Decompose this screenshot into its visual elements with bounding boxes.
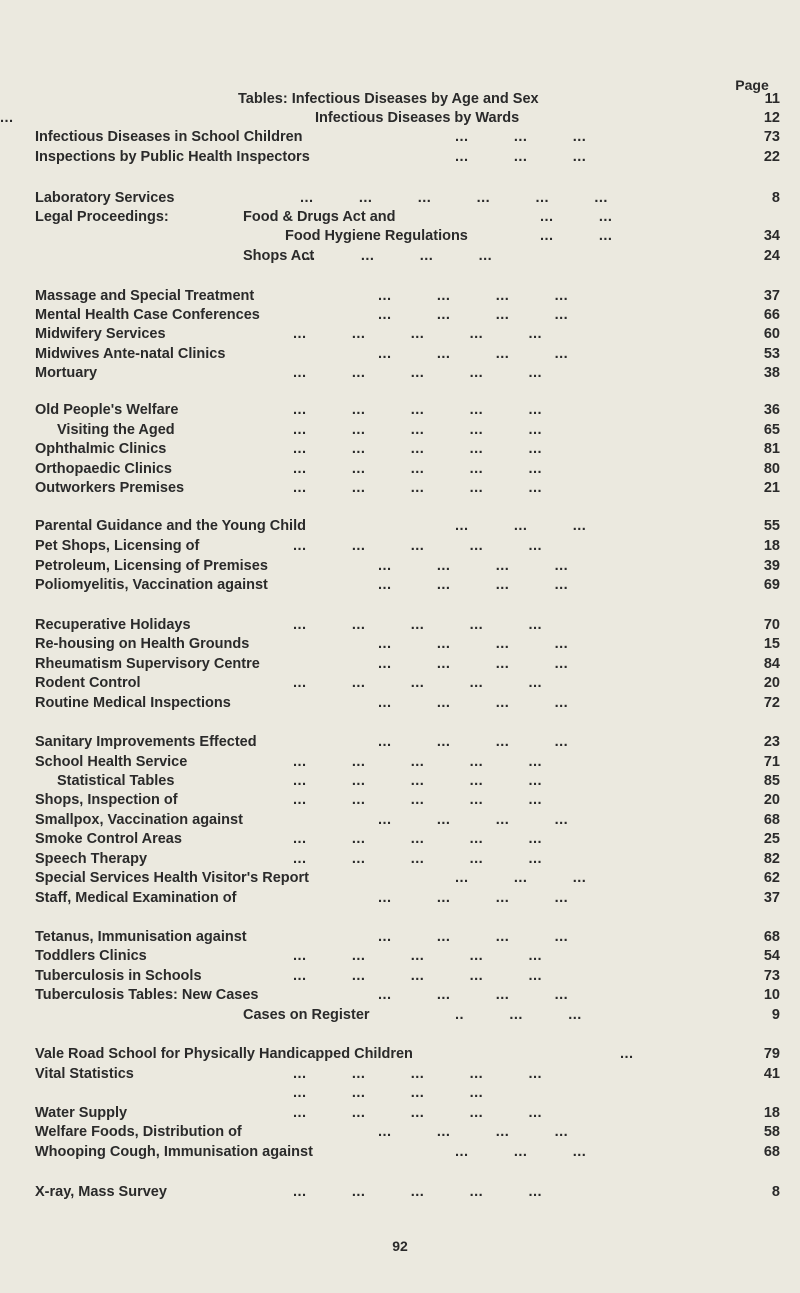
leader-dots: ... ... ... ... <box>378 346 569 362</box>
entry-label: School Health Service <box>35 754 188 770</box>
entry-label: Parental Guidance and the Young Child <box>35 518 306 534</box>
index-entry <box>0 536 800 556</box>
index-entry <box>0 459 800 479</box>
index-entry <box>0 634 800 654</box>
leader-dots: ... ... ... ... <box>378 307 569 323</box>
entry-label: Old People's Welfare <box>35 402 179 418</box>
leader-dots: ... ... ... ... ... <box>293 968 543 984</box>
index-entry <box>0 400 800 420</box>
index-entry <box>0 849 800 869</box>
leader-dots: ... ... ... ... <box>378 656 569 672</box>
index-entry <box>0 985 800 1005</box>
entry-label: Toddlers Clinics <box>35 948 147 964</box>
entry-page-number: 68 <box>763 929 780 945</box>
entry-page-number: 23 <box>763 734 780 750</box>
leader-dots: ... ... ... <box>455 129 587 145</box>
entry-label: Tables: Infectious Diseases by Age and Sex <box>238 91 539 107</box>
index-entry <box>0 868 800 888</box>
leader-dots: ... ... ... ... ... <box>293 754 543 770</box>
leader-dots: ... ... ... ... <box>378 577 569 593</box>
entry-label: Tuberculosis Tables: New Cases <box>35 987 259 1003</box>
index-entry <box>0 790 800 810</box>
index-entry <box>0 286 800 306</box>
leader-dots: ... ... ... <box>455 149 587 165</box>
index-entry <box>0 439 800 459</box>
index-entry <box>0 226 800 246</box>
index-entry <box>0 752 800 772</box>
leader-dots: ... ... ... ... ... <box>293 365 543 381</box>
index-entry <box>0 966 800 986</box>
page-column-header: Page <box>735 77 769 93</box>
entry-page-number: 53 <box>763 346 780 362</box>
index-entry <box>0 188 800 208</box>
entry-label: Tuberculosis in Schools <box>35 968 202 984</box>
leader-dots: ... ... ... ... <box>378 812 569 828</box>
entry-label: Laboratory Services <box>35 190 175 206</box>
index-entry <box>0 478 800 498</box>
leader-dots: ... ... <box>540 209 613 225</box>
leader-dots: ... ... ... <box>455 1144 587 1160</box>
leader-dots: ... ... ... ... ... <box>293 480 543 496</box>
entry-label: Special Services Health Visitor's Report <box>35 870 309 886</box>
leader-dots: ... ... ... ... <box>293 1085 484 1101</box>
entry-page-number: 8 <box>771 1184 780 1200</box>
entry-page-number: 73 <box>763 968 780 984</box>
index-entry <box>0 1083 800 1103</box>
leader-dots: ... ... ... ... <box>302 248 493 264</box>
entry-page-number: 66 <box>763 307 780 323</box>
entry-label: Midwives Ante-natal Clinics <box>35 346 226 362</box>
page-number-footer: 92 <box>392 1238 408 1254</box>
entry-page-number: 84 <box>763 656 780 672</box>
entry-page-number: 11 <box>764 91 780 107</box>
entry-label: Rodent Control <box>35 675 141 691</box>
index-entry <box>0 615 800 635</box>
leader-dots: ... ... ... ... <box>378 1124 569 1140</box>
entry-page-number: 79 <box>763 1046 780 1062</box>
entry-page-number: 60 <box>763 326 780 342</box>
entry-label: Petroleum, Licensing of Premises <box>35 558 268 574</box>
index-entry <box>0 927 800 947</box>
index-entry <box>0 127 800 147</box>
entry-label: Midwifery Services <box>35 326 166 342</box>
leader-dots: ... ... ... ... ... <box>293 1184 543 1200</box>
entry-page-number: 8 <box>771 190 780 206</box>
entry-page-number: 55 <box>763 518 780 534</box>
leader-dots: ... ... ... ... ... <box>293 538 543 554</box>
leader-dots: ... ... ... ... ... <box>293 326 543 342</box>
entry-page-number: 10 <box>763 987 780 1003</box>
entry-page-number: 21 <box>763 480 780 496</box>
index-entry <box>0 89 800 109</box>
entry-label: Inspections by Public Health Inspectors <box>35 149 310 165</box>
entry-page-number: 54 <box>763 948 780 964</box>
entry-label: Visiting the Aged <box>57 422 175 438</box>
entry-page-number: 65 <box>763 422 780 438</box>
entry-label: Infectious Diseases in School Children <box>35 129 303 145</box>
index-entry <box>0 305 800 325</box>
entry-page-number: 62 <box>763 870 780 886</box>
entry-label: Infectious Diseases by Wards <box>315 110 520 126</box>
entry-page-number: 68 <box>763 812 780 828</box>
entry-label: Shops, Inspection of <box>35 792 178 808</box>
entry-page-number: 70 <box>763 617 780 633</box>
entry-label: Food Hygiene Regulations <box>285 228 468 244</box>
index-entry <box>0 1142 800 1162</box>
index-entry <box>0 1103 800 1123</box>
entry-label: Vale Road School for Physically Handicapped Children <box>35 1046 413 1062</box>
index-entry <box>0 771 800 791</box>
entry-label: Smallpox, Vaccination against <box>35 812 243 828</box>
entry-page-number: 25 <box>763 831 780 847</box>
entry-page-number: 80 <box>763 461 780 477</box>
index-entry <box>0 1005 800 1025</box>
index-entry <box>0 207 800 227</box>
entry-page-number: 22 <box>763 149 780 165</box>
leader-dots: ... ... ... ... ... <box>293 422 543 438</box>
entry-page-number: 18 <box>763 538 780 554</box>
entry-page-number: 73 <box>763 129 780 145</box>
entry-label: Food & Drugs Act and <box>243 209 396 225</box>
index-entry <box>0 420 800 440</box>
leader-dots: ... ... ... ... ... <box>293 851 543 867</box>
entry-page-number: 81 <box>763 441 780 457</box>
leader-dots: ... ... ... ... <box>378 288 569 304</box>
leader-dots: ... <box>620 1046 634 1062</box>
entry-label: X-ray, Mass Survey <box>35 1184 167 1200</box>
leader-dots: ... ... ... ... ... ... <box>300 190 608 206</box>
index-entry <box>0 1064 800 1084</box>
entry-page-number: 12 <box>763 110 780 126</box>
entry-page-number: 72 <box>763 695 780 711</box>
index-entry <box>0 654 800 674</box>
entry-label: Routine Medical Inspections <box>35 695 231 711</box>
entry-label: Massage and Special Treatment <box>35 288 255 304</box>
entry-label: Statistical Tables <box>57 773 175 789</box>
leader-dots: ... ... ... ... <box>378 558 569 574</box>
entry-label: Pet Shops, Licensing of <box>35 538 200 554</box>
entry-page-number: 20 <box>763 792 780 808</box>
leader-dots: ... ... ... ... ... <box>293 441 543 457</box>
index-entry <box>0 1044 800 1064</box>
leader-dots: ... ... ... ... ... <box>293 1066 543 1082</box>
entry-page-number: 36 <box>763 402 780 418</box>
entry-label: Re-housing on Health Grounds <box>35 636 250 652</box>
entry-page-number: 82 <box>763 851 780 867</box>
entry-page-number: 37 <box>763 288 780 304</box>
entry-page-number: 18 <box>763 1105 780 1121</box>
leader-dots: ... ... ... ... ... <box>293 675 543 691</box>
leader-dots: ... <box>0 110 14 126</box>
entry-label: Rheumatism Supervisory Centre <box>35 656 260 672</box>
index-entry <box>0 108 800 128</box>
index-entry <box>0 693 800 713</box>
entry-page-number: 71 <box>763 754 780 770</box>
entry-label: Staff, Medical Examination of <box>35 890 237 906</box>
leader-dots: ... ... ... ... ... <box>293 792 543 808</box>
leader-dots: ... ... ... ... <box>378 890 569 906</box>
leader-dots: ... ... ... ... ... <box>293 461 543 477</box>
leader-dots: ... ... ... ... ... <box>293 617 543 633</box>
leader-dots: ... ... ... ... ... <box>293 402 543 418</box>
index-entry <box>0 829 800 849</box>
index-entry <box>0 673 800 693</box>
entry-label: Mental Health Case Conferences <box>35 307 260 323</box>
entry-label: Poliomyelitis, Vaccination against <box>35 577 268 593</box>
index-entry <box>0 246 800 266</box>
index-entry <box>0 556 800 576</box>
index-entry <box>0 1122 800 1142</box>
leader-dots: ... ... ... ... <box>378 987 569 1003</box>
entry-page-number: 37 <box>763 890 780 906</box>
entry-page-number: 38 <box>763 365 780 381</box>
entry-label: Ophthalmic Clinics <box>35 441 167 457</box>
entry-label: Shops Act <box>243 248 315 264</box>
entry-page-number: 9 <box>771 1007 780 1023</box>
index-entry <box>0 344 800 364</box>
leader-dots: ... ... ... ... <box>378 929 569 945</box>
index-entry <box>0 810 800 830</box>
leader-dots: ... ... ... <box>455 870 587 886</box>
entry-page-number: 69 <box>763 577 780 593</box>
entry-label: Smoke Control Areas <box>35 831 182 847</box>
leader-dots: .. ... ... <box>455 1007 582 1023</box>
index-entry <box>0 946 800 966</box>
leader-dots: ... ... ... <box>455 518 587 534</box>
entry-label: Outworkers Premises <box>35 480 185 496</box>
index-entry <box>0 324 800 344</box>
leader-dots: ... ... ... ... <box>378 695 569 711</box>
leader-dots: ... ... ... ... ... <box>293 773 543 789</box>
entry-page-number: 20 <box>763 675 780 691</box>
leader-dots: ... ... <box>540 228 613 244</box>
index-entry <box>0 575 800 595</box>
entry-label: Tetanus, Immunisation against <box>35 929 247 945</box>
leader-dots: ... ... ... ... ... <box>293 831 543 847</box>
leader-dots: ... ... ... ... ... <box>293 1105 543 1121</box>
entry-label: Sanitary Improvements Effected <box>35 734 257 750</box>
entry-label: Recuperative Holidays <box>35 617 191 633</box>
entry-label: Vital Statistics <box>35 1066 134 1082</box>
entry-label: Speech Therapy <box>35 851 148 867</box>
index-entry <box>0 363 800 383</box>
entry-page-number: 34 <box>763 228 780 244</box>
entry-label: Whooping Cough, Immunisation against <box>35 1144 313 1160</box>
index-entry <box>0 147 800 167</box>
index-entry <box>0 516 800 536</box>
entry-label: Orthopaedic Clinics <box>35 461 172 477</box>
entry-label: Water Supply <box>35 1105 128 1121</box>
entry-label: Cases on Register <box>243 1007 370 1023</box>
entry-page-number: 41 <box>763 1066 780 1082</box>
entry-page-number: 85 <box>763 773 780 789</box>
index-entry <box>0 888 800 908</box>
index-entry <box>0 732 800 752</box>
entry-page-number: 15 <box>763 636 780 652</box>
entry-page-number: 58 <box>763 1124 780 1140</box>
entry-page-number: 68 <box>763 1144 780 1160</box>
leader-dots: ... ... ... ... ... <box>293 948 543 964</box>
entry-page-number: 39 <box>763 558 780 574</box>
entry-page-number: 24 <box>763 248 780 264</box>
leader-dots: ... ... ... ... <box>378 734 569 750</box>
entry-label: Welfare Foods, Distribution of <box>35 1124 242 1140</box>
entry-label: Legal Proceedings: <box>35 209 169 225</box>
index-entry <box>0 1182 800 1202</box>
leader-dots: ... ... ... ... <box>378 636 569 652</box>
entry-label: Mortuary <box>35 365 98 381</box>
